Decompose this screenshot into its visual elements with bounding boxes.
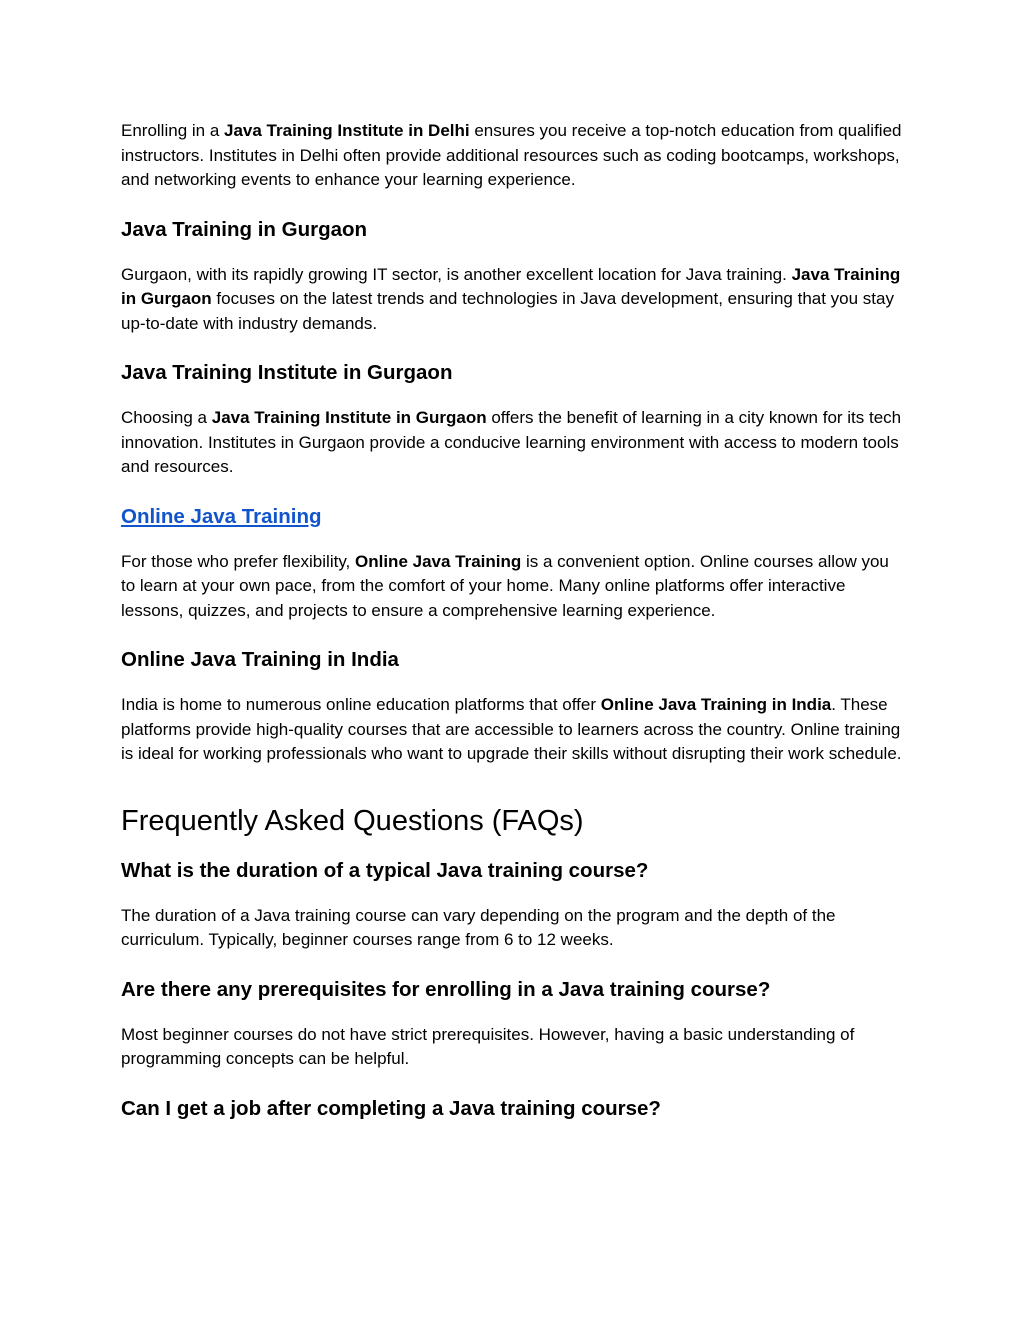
paragraph-text: is a convenient option. Online courses allow you to learn at your own pace, from the comfort of your home. Many online platforms offer interactive lessons, quizzes, and projects to ensure a comprehensive learning experience. [121, 551, 889, 620]
heading-java-institute-gurgaon: Java Training Institute in Gurgaon [121, 361, 453, 384]
heading-online-java-training [121, 504, 906, 530]
faq-answer: Most beginner courses do not have strict prerequisites. However, having a basic understanding of programming concepts can be helpful. [121, 1024, 855, 1068]
heading-online-java-training-india: Online Java Training in India [121, 648, 399, 671]
paragraph-online-java-training-india [121, 693, 906, 767]
online-java-training-link[interactable]: Online Java Training [121, 504, 322, 528]
heading-java-training-gurgaon: Java Training in Gurgaon [121, 217, 368, 241]
paragraph-java-institute-gurgaon [121, 406, 906, 480]
bold-keyword: Java Training Institute in Delhi [224, 121, 470, 140]
paragraph-java-training-gurgaon [121, 263, 906, 337]
faq-answer: The duration of a Java training course can vary depending on the program and the depth of the curriculum. Typically, beginner courses range from 6 to 12 weeks. [121, 905, 836, 949]
bold-keyword: Online Java Training [355, 551, 522, 571]
paragraph-text: Enrolling in a [121, 121, 225, 140]
paragraph-text: offers the benefit of learning in a city known for its tech innovation. Institutes in Gurgaon provide a conducive learning environment with access to modern tools and resources. [121, 408, 902, 476]
paragraph-text: . These platforms provide high-quality courses that are accessible to learners across the country. Online training is ideal for working professionals who want to upgrade their skills without disrupting their work schedule. [121, 695, 902, 763]
paragraph-text: focuses on the latest trends and technologies in Java development, ensuring that you stay up-to-date with industry demands. [121, 289, 894, 333]
document-page [121, 119, 906, 1122]
paragraph-delhi-institute [121, 119, 906, 193]
paragraph-text: ensures you receive a top-notch education from qualified instructors. Institutes in Delhi often provide additional resources such as coding bootcamps, workshops, and networking events to enhance your learning experience. [121, 121, 902, 189]
bold-keyword: Java Training Institute in Gurgaon [211, 408, 487, 427]
bold-keyword: Online Java Training in India [600, 695, 832, 714]
paragraph-text: For those who prefer flexibility, [121, 551, 355, 571]
faq-question: Are there any prerequisites for enrolling in a Java training course? [121, 977, 771, 1001]
bold-keyword: Java Training in Gurgaon [121, 264, 901, 308]
paragraph-text: Choosing a [121, 408, 212, 427]
faq-title: Frequently Asked Questions (FAQs) [121, 804, 584, 837]
paragraph-text: India is home to numerous online education platforms that offer [121, 695, 601, 714]
faq-question: Can I get a job after completing a Java training course? [121, 1096, 661, 1120]
paragraph-online-java-training [121, 550, 906, 624]
faq-question: What is the duration of a typical Java training course? [121, 858, 649, 882]
paragraph-text: Gurgaon, with its rapidly growing IT sector, is another excellent location for Java training. [121, 264, 792, 284]
